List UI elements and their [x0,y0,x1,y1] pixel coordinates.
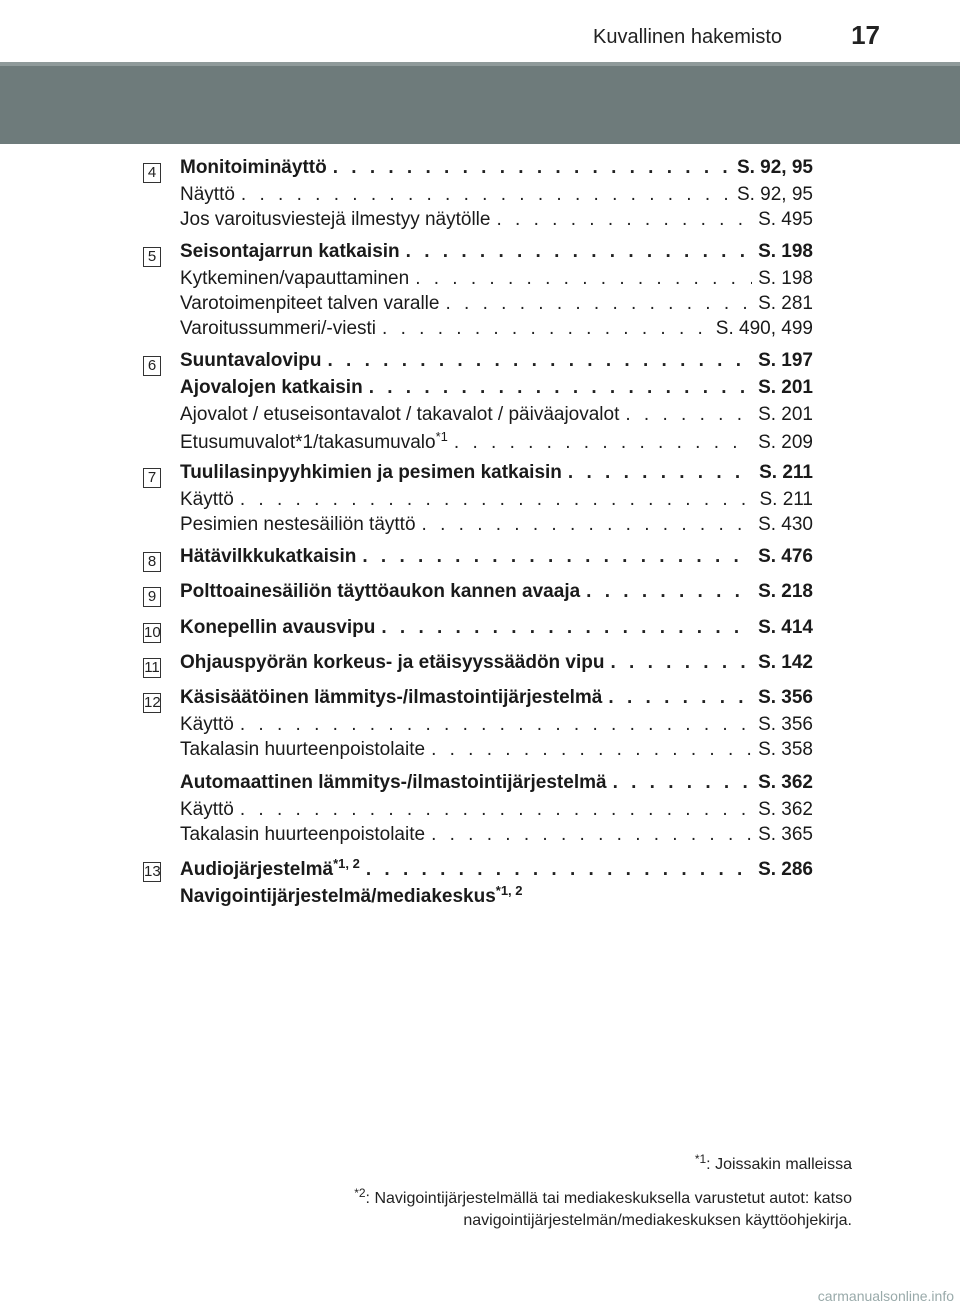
page-reference[interactable]: S. 197 [758,350,813,371]
dot-leader [422,514,753,536]
page-reference[interactable]: S. 201 [758,377,813,398]
entry-text: Automaattinen lämmitys-/ilmastointijärjestelmä [180,772,607,793]
section-title: Kuvallinen hakemisto [593,26,782,48]
index-line [180,241,813,267]
entry-text: Monitoiminäyttö [180,157,327,178]
entry-text: Navigointijärjestelmä/mediakeskus$^{*1, 2}$ [180,883,523,907]
entry-text: Käyttö [180,714,234,735]
entry-text: Tuulilasinpyyhkimien ja pesimen katkaisin [180,462,562,483]
index-line [180,377,813,403]
index-line [180,350,813,376]
index-line [180,546,813,572]
index-line [180,581,813,607]
dot-leader [240,714,752,736]
dot-leader [415,268,752,290]
dot-leader [406,241,752,263]
index-line [180,687,813,713]
footnote-marker: *2 [354,1186,366,1200]
page-reference[interactable]: S. 495 [758,209,813,230]
footnote-marker: *1, 2 [495,883,523,898]
dot-leader [568,462,753,484]
page-reference[interactable]: S. 201 [758,404,813,425]
page-number: 17 [851,20,880,50]
item-number-7: 7 [143,468,161,488]
index-line [180,714,813,740]
footnote-marker: *1, 2 [333,856,360,871]
dot-leader [366,859,752,881]
item-number-11: 11 [144,659,160,676]
dot-leader [431,739,752,761]
page-reference[interactable]: S. 414 [758,617,813,638]
index-line [180,514,813,540]
dot-leader [241,184,731,206]
index-line [180,184,813,210]
item-number-12: 12 [144,694,161,711]
dot-leader [454,432,752,454]
page-reference[interactable]: S. 430 [758,514,813,535]
dot-leader [431,824,752,846]
entry-text: Suuntavalovipu [180,350,322,371]
index-line [180,652,813,678]
item-number-10: 10 [144,624,161,641]
entry-text: Käyttö [180,799,234,820]
index-line [180,268,813,294]
dot-leader [586,581,752,603]
index-line [180,799,813,825]
page-reference[interactable]: S. 211 [759,489,813,510]
item-number-5: 5 [143,247,161,267]
page-reference[interactable]: S. 209 [758,432,813,453]
page-reference[interactable]: S. 198 [758,268,813,289]
entry-text: Varotoimenpiteet talven varalle [180,293,440,314]
entry-text: Varoitussummeri/-viesti [180,318,377,339]
entry-text: Ajovalot / etuseisontavalot / takavalot / päiväajovalot [180,404,620,425]
dot-leader [445,293,752,315]
footnote: $^{*2}$: Navigointijärjestelmällä tai mediakeskuksella varustetut autot: katso [354,1186,852,1207]
index-line [180,772,813,798]
entry-text: Takalasin huurteenpoistolaite [180,824,426,845]
entry-text: Etusumuvalot*1/takasumuvalo$^{*1}$ [180,429,448,453]
dot-leader [362,546,752,568]
index-line [180,462,813,488]
item-number-8: 8 [143,552,161,572]
page-reference[interactable]: S. 362 [758,772,813,793]
footnote: navigointijärjestelmän/mediakeskuksen käyttöohjekirja. [463,1212,852,1229]
item-number-13: 13 [144,863,161,880]
index-line [180,404,813,430]
dot-leader [496,209,752,231]
entry-text: Pesimien nestesäiliön täyttö [180,514,416,535]
page-reference[interactable]: S. 92, 95 [736,184,813,205]
index-line [180,617,813,643]
watermark: carmanualsonline.info [817,1288,954,1304]
dot-leader [608,687,752,709]
entry-text: Kytkeminen/vapauttaminen [180,268,410,289]
index-line [180,157,813,183]
index-line [180,856,813,882]
dot-leader [240,799,752,821]
dot-leader [611,652,753,674]
index-line [180,318,813,344]
entry-text: Käyttö [180,489,234,510]
page-reference[interactable]: S. 356 [758,687,813,708]
index-line [180,883,813,909]
index-line [180,824,813,850]
page-reference[interactable]: S. 362 [758,799,813,820]
item-number-4: 4 [143,163,161,183]
footnote-marker: *1 [694,1152,707,1166]
page-reference[interactable]: S. 218 [758,581,813,602]
index-line [180,293,813,319]
page-reference[interactable]: S. 356 [758,714,813,735]
index-line [180,739,813,765]
footnote-marker: *1 [435,429,448,444]
dot-leader [327,350,752,372]
index-line [180,209,813,235]
entry-text: Seisontajarrun katkaisin [180,241,400,262]
entry-text: Takalasin huurteenpoistolaite [180,739,426,760]
entry-text: Audiojärjestelmä$^{*1, 2}$ [180,856,360,880]
page-reference[interactable]: S. 92, 95 [736,157,813,178]
dot-leader [240,489,754,511]
dot-leader [381,617,752,639]
page-reference[interactable]: S. 358 [758,739,813,760]
page-reference[interactable]: S. 281 [758,293,813,314]
item-number-6: 6 [143,356,161,376]
entry-text: Ohjauspyörän korkeus- ja etäisyyssäädön vipu [180,652,605,673]
page-reference[interactable]: S. 198 [758,241,813,262]
index-line [180,429,813,455]
page-reference[interactable]: S. 211 [759,462,813,483]
page-reference[interactable]: S. 365 [758,824,813,845]
entry-text: Jos varoitusviestejä ilmestyy näytölle [180,209,491,230]
entry-text: Ajovalojen katkaisin [180,377,363,398]
dot-leader [333,157,731,179]
index-line [180,489,813,515]
item-number-9: 9 [143,587,161,607]
entry-text: Näyttö [180,184,235,205]
dot-leader [625,404,752,426]
dot-leader [369,377,752,399]
page-reference[interactable]: S. 142 [758,652,813,673]
footnotes [152,1148,852,1238]
entry-text: Käsisäätöinen lämmitys-/ilmastointijärjestelmä [180,687,603,708]
dot-leader [382,318,710,340]
page-reference[interactable]: S. 490, 499 [715,318,813,339]
entry-text: Polttoainesäiliön täyttöaukon kannen avaaja [180,581,581,602]
footnote: $^{*1}$: Joissakin malleissa [694,1152,852,1173]
page-reference[interactable]: S. 286 [758,859,813,880]
dot-leader [613,772,753,794]
page-reference[interactable]: S. 476 [758,546,813,567]
entry-text: Konepellin avausvipu [180,617,376,638]
entry-text: Hätävilkkukatkaisin [180,546,357,567]
